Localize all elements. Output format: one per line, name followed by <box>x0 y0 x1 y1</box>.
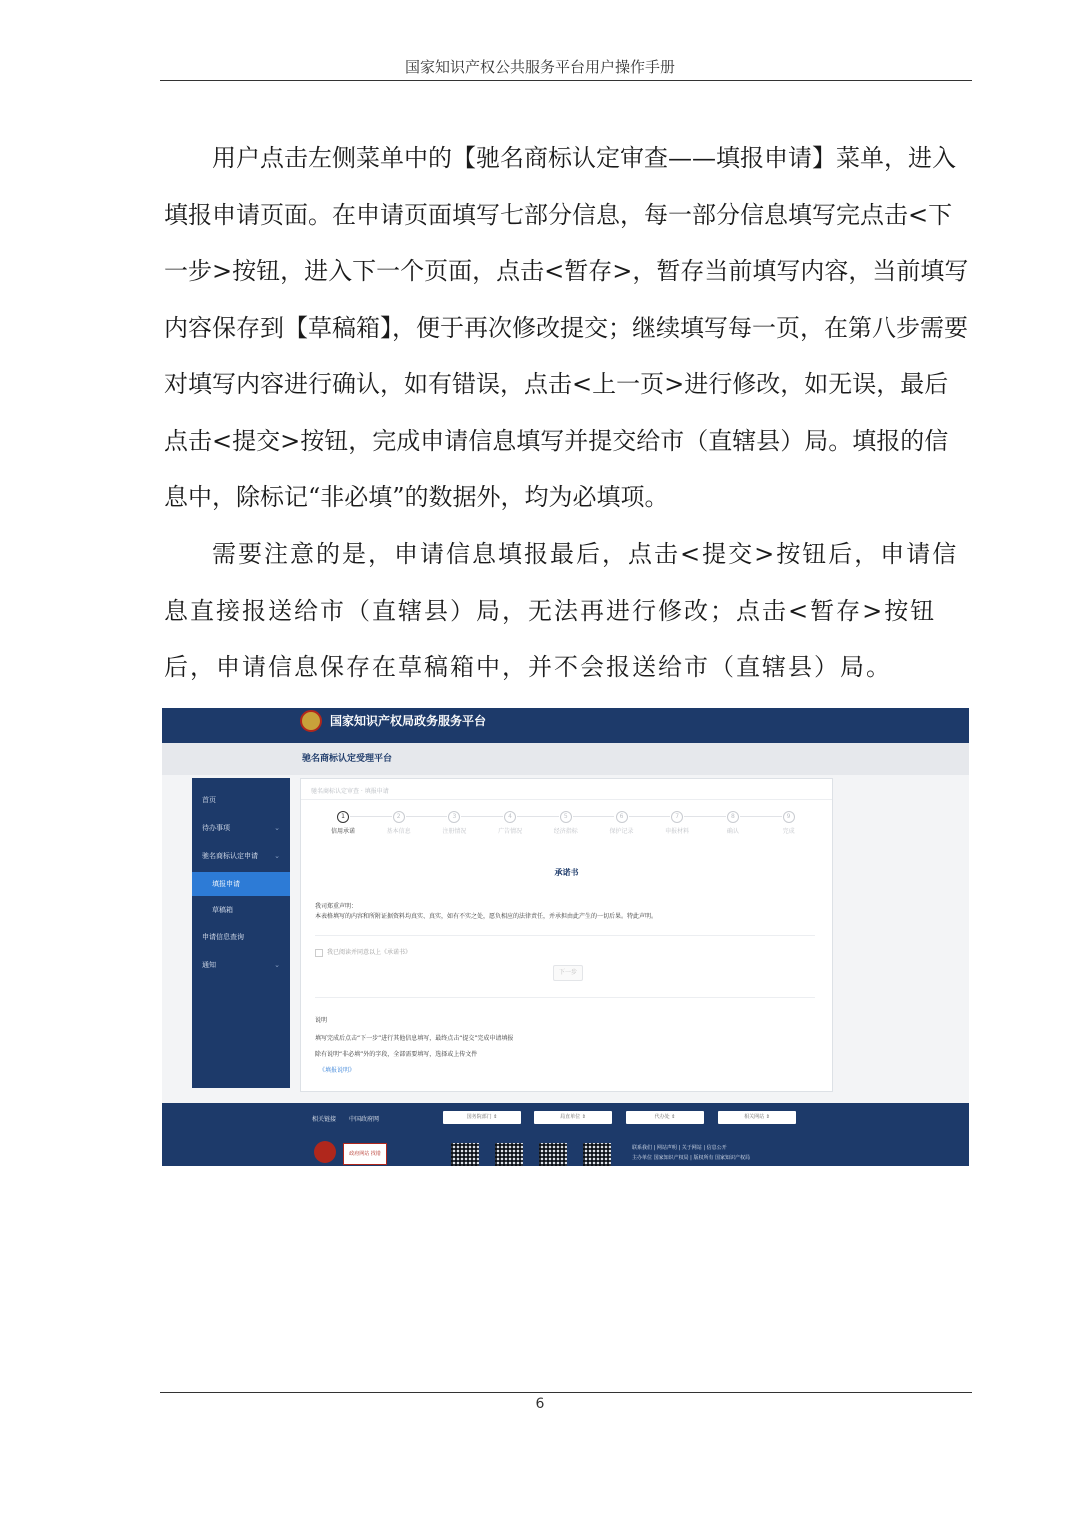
sidebar-item-label: 首页 <box>202 796 216 804</box>
sidebar-item-label: 填报申请 <box>212 880 240 888</box>
national-emblem-icon <box>300 710 322 732</box>
step-number: 1 <box>337 811 349 823</box>
sidebar-item[interactable] <box>192 898 290 922</box>
sidebar-item-label: 通知 <box>202 961 216 969</box>
breadcrumb-divider <box>301 799 832 800</box>
body-paragraph-2: 需要注意的是，申请信息填报最后，点击<提交>按钮后，申请信息直接报送给市（直辖县）局，无法再进行修改；点击<暂存>按钮后，申请信息保存在草稿箱中，并不会报送给市（直辖县）局。 <box>164 540 959 681</box>
sidebar-item[interactable] <box>192 872 290 896</box>
sidebar-item[interactable] <box>192 816 290 840</box>
filling-guide-link[interactable]: 《填报说明》 <box>319 1067 356 1074</box>
site-topbar <box>162 708 969 743</box>
step-label: 基本信息 <box>386 828 411 835</box>
footer-rule <box>160 1392 972 1393</box>
site-footer <box>162 1103 969 1166</box>
step-item <box>652 811 702 835</box>
qr-code-icon <box>451 1143 479 1166</box>
sidebar-item-label: 待办事项 <box>202 824 230 832</box>
platform-title: 驰名商标认定受理平台 <box>302 754 393 764</box>
next-step-button[interactable]: 下一步 <box>553 965 583 981</box>
qr-code-icon <box>539 1143 567 1166</box>
step-label: 注册情况 <box>442 828 467 835</box>
page-number: 6 <box>535 1396 545 1412</box>
step-item <box>764 811 814 835</box>
step-label: 完成 <box>782 828 795 835</box>
step-label: 广告情况 <box>498 828 523 835</box>
select-state-council[interactable]: 国务院部门 ⇕ <box>443 1111 521 1124</box>
agree-checkbox-row[interactable] <box>315 947 411 957</box>
sidebar-item-label: 草稿箱 <box>212 906 233 914</box>
sidebar-item[interactable] <box>192 925 290 949</box>
header-rule <box>160 80 972 81</box>
step-item <box>541 811 591 835</box>
step-number: 4 <box>504 811 516 823</box>
step-label: 确认 <box>726 828 739 835</box>
chevron-down-icon: ⌄ <box>274 852 280 860</box>
notes-heading: 说明 <box>315 1017 328 1024</box>
divider <box>315 935 815 936</box>
note-line: 除有说明“非必填”外的字段，全部需要填写，选择或上传文件 <box>315 1051 478 1058</box>
sidebar-item[interactable] <box>192 953 290 977</box>
gov-site-link[interactable]: 中国政府网 <box>349 1116 380 1123</box>
step-number: 8 <box>727 811 739 823</box>
step-item <box>429 811 479 835</box>
qr-code-icon <box>495 1143 523 1166</box>
step-label: 信用承诺 <box>330 828 355 835</box>
declaration-heading: 我司郑重声明： <box>315 903 358 910</box>
step-item <box>374 811 424 835</box>
breadcrumb: 驰名商标认定审查 · 填报申请 <box>311 788 389 795</box>
step-item <box>708 811 758 835</box>
select-agencies[interactable]: 代办处 ⇕ <box>626 1111 704 1124</box>
page-header-title: 国家知识产权公共服务平台用户操作手册 <box>404 58 675 76</box>
qr-code-icon <box>583 1143 611 1166</box>
step-label: 经济指标 <box>553 828 578 835</box>
step-number: 2 <box>393 811 405 823</box>
step-number: 6 <box>616 811 628 823</box>
note-line: 填写完成后点击“下一步”进行其他信息填写，最终点击“提交”完成申请填报 <box>315 1035 514 1042</box>
select-bureau-units[interactable]: 局直单位 ⇕ <box>534 1111 612 1124</box>
footer-links-row-1[interactable]: 联系我们 | 网站声明 | 关于网站 | 信息公开 <box>632 1145 727 1151</box>
embedded-screenshot <box>162 708 969 1166</box>
agree-checkbox[interactable] <box>315 949 323 957</box>
chevron-down-icon: ⌄ <box>274 824 280 832</box>
step-label: 申报材料 <box>665 828 690 835</box>
footer-links-row-2: 主办单位 国家知识产权局 | 版权所有 国家知识产权局 <box>632 1155 751 1161</box>
step-label: 保护记录 <box>609 828 634 835</box>
sidebar-item[interactable] <box>192 788 290 812</box>
gov-site-error-badge[interactable]: 政府网站 找错 <box>343 1143 387 1165</box>
sidebar-item[interactable] <box>192 844 290 868</box>
step-item <box>485 811 535 835</box>
platform-bar <box>162 743 969 775</box>
sidebar-item-label: 申请信息查询 <box>202 933 244 941</box>
select-related-sites[interactable]: 相关网站 ⇕ <box>718 1111 796 1124</box>
related-links-label: 相关链接 <box>312 1116 337 1123</box>
site-title: 国家知识产权局政务服务平台 <box>330 714 487 728</box>
party-logo-icon <box>314 1141 336 1163</box>
sidebar-menu <box>192 778 290 1088</box>
commitment-title: 承诺书 <box>554 868 579 877</box>
step-number: 7 <box>671 811 683 823</box>
chevron-down-icon: ⌄ <box>274 961 280 969</box>
agree-label: 我已阅读并同意以上《承诺书》 <box>327 949 412 956</box>
step-item <box>597 811 647 835</box>
step-number: 9 <box>783 811 795 823</box>
body-paragraph-1: 用户点击左侧菜单中的【驰名商标认定审查——填报申请】菜单，进入填报申请页面。在申请页面填写七部分信息，每一部分信息填写完点击<下一步>按钮，进入下一个页面，点击<暂存>，暂存当前填写内容，当前填写内容保存到【草稿箱】，便于再次修改提交；继续填写每一页，在第八步需要对填写内容进行确认，如有错误，点击<上一页>进行修改，如无误，最后点击<提交>按钮，完成申请信息填写并提交给市（直辖县）局。填报的信息中，除标记“非必填”的数据外，均为必填项。 <box>164 144 969 511</box>
divider <box>315 997 815 998</box>
form-card <box>300 778 833 1092</box>
step-number: 5 <box>560 811 572 823</box>
sidebar-item-label: 驰名商标认定申请 <box>202 852 258 860</box>
declaration-text: 本表格填写的内容和所附证据资料均真实、真实，如有不实之处，愿负相应的法律责任，并承担由此产生的一切后果。特此声明。 <box>315 913 658 920</box>
step-number: 3 <box>448 811 460 823</box>
step-item <box>318 811 368 835</box>
